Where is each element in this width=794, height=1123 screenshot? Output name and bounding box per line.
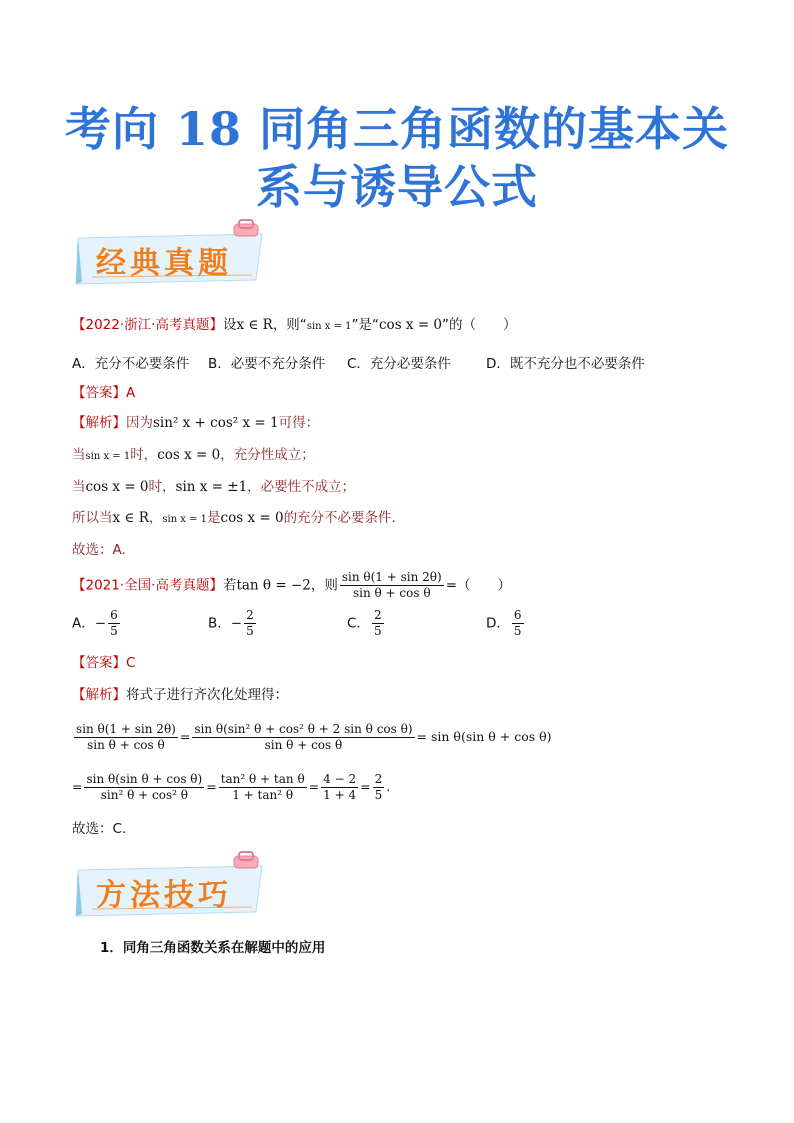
q2-option-c: C． $\frac{2}{5}$	[347, 608, 382, 638]
q2-answer: 【答案】C	[72, 655, 136, 671]
page-title-line1: 考向 18 同角三角函数的基本关	[64, 102, 730, 156]
q2-fraction: $\frac{\text{sin θ(1 + sin 2θ)}}{\text{sin θ + cos θ}}$	[341, 570, 442, 600]
q1-analysis-1: 【解析】因为sin² x + cos² x = 1可得：	[72, 415, 320, 431]
paperclip-icon	[232, 850, 260, 872]
q2-equation-1: $\frac{\text{sin θ(1 + sin 2θ)}}{\text{sin θ + cos θ}}$ = $\frac{\text{sin θ(sin² θ + cos² θ + 2 sin θ cos θ)}}{\text{sin θ + cos θ}}$ = sin θ(sin θ + cos θ)	[76, 722, 552, 752]
q1-option-c: C．充分必要条件	[347, 356, 451, 372]
section-banner-method	[72, 860, 272, 920]
section-title-classic: 经典真题	[96, 246, 232, 281]
section-title-method: 方法技巧	[96, 878, 232, 913]
q2-stem: 【2021·全国·高考真题】若tan θ = −2，则 $\frac{\text{sin θ(1 + sin 2θ)}}{\text{sin θ + cos θ}}$ =（ ）	[72, 570, 511, 600]
q1-analysis-3: 当cos x = 0时，sin x = ±1，必要性不成立；	[72, 479, 356, 495]
paperclip-icon	[232, 218, 260, 240]
method-item-1: 1．同角三角函数关系在解题中的应用	[100, 940, 326, 956]
q1-analysis-2: 当sin x = 1时，cos x = 0，充分性成立；	[72, 447, 315, 463]
q1-option-b: B．必要不充分条件	[208, 356, 326, 372]
q1-analysis-4: 所以当x ∈ R，sin x = 1是cos x = 0的充分不必要条件.	[72, 510, 396, 526]
q1-conclusion: 故选：A.	[72, 542, 126, 558]
q1-option-a: A．充分不必要条件	[72, 356, 190, 372]
q1-stem: 【2022·浙江·高考真题】设x ∈ R，则“sin x = 1”是“cos x = 0”的（ ）	[72, 317, 517, 333]
q2-analysis: 【解析】将式子进行齐次化处理得：	[72, 687, 288, 703]
q2-option-b: B．− $\frac{2}{5}$	[208, 608, 254, 638]
q2-option-a: A．− $\frac{6}{5}$	[72, 608, 118, 638]
q1-option-d: D．既不充分也不必要条件	[486, 356, 645, 372]
q1-answer: 【答案】A	[72, 385, 136, 401]
section-banner-classic	[72, 228, 272, 288]
q2-option-d: D． $\frac{6}{5}$	[486, 608, 522, 638]
q2-conclusion: 故选：C.	[72, 821, 127, 837]
page-title-line2: 系与诱导公式	[256, 160, 538, 214]
q2-equation-2: = $\frac{\text{sin θ(sin θ + cos θ)}}{\text{sin² θ + cos² θ}}$ = $\frac{\text{tan² θ + tan θ}}{\text{1 + tan² θ}}$ = $\frac{4 - 2}{1 + 4}$ = $\frac{2}{5}$ .	[72, 772, 391, 802]
